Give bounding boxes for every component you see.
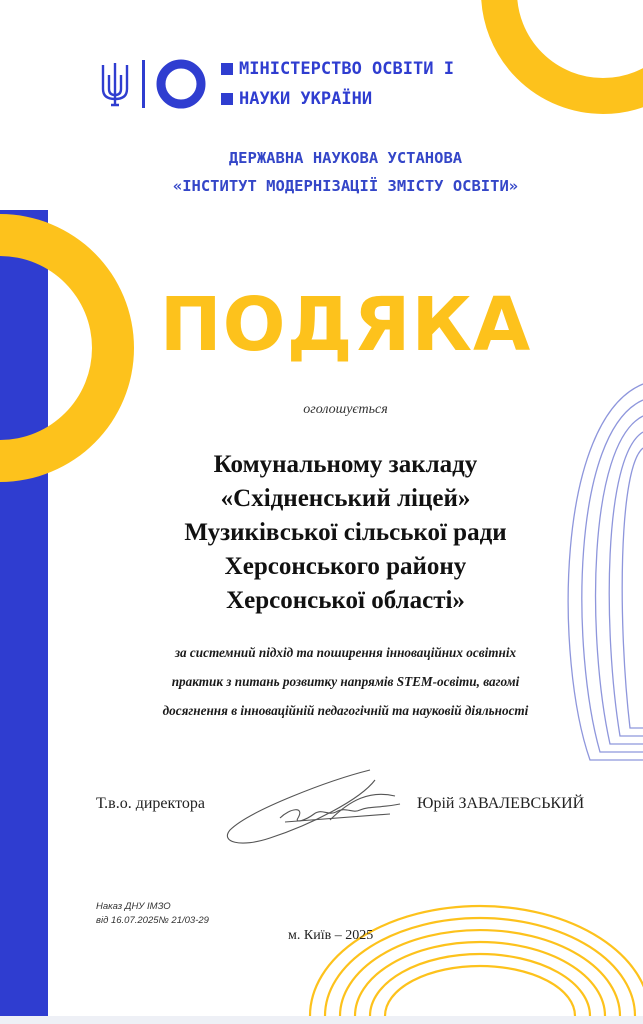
bottom-strip bbox=[0, 1016, 643, 1024]
reason-line: досягнення в інноваційній педагогічній та науковій діяльності bbox=[162, 703, 529, 718]
recipient-name bbox=[48, 448, 643, 618]
signatory-title: Т.в.о. директора bbox=[96, 795, 205, 812]
order-line1: Наказ ДНУ ІМЗО bbox=[96, 901, 171, 912]
ministry-name-line2: НАУКИ УКРАЇНИ bbox=[239, 89, 373, 109]
recipient-line: Комунальному закладу bbox=[213, 451, 478, 478]
trident-icon bbox=[100, 59, 130, 109]
signatory-name: Юрій ЗАВАЛЕВСЬКИЙ bbox=[417, 795, 585, 812]
institute-name bbox=[48, 144, 643, 200]
ministry-name-line1: МІНІСТЕРСТВО ОСВІТИ І bbox=[239, 59, 454, 79]
top-right-yellow-ring bbox=[499, 0, 643, 96]
left-blue-bar bbox=[0, 210, 48, 1016]
recipient-line: Музиківської сільської ради bbox=[184, 519, 507, 546]
certificate-title: ПОДЯКА bbox=[159, 282, 532, 368]
reason-line: практик з питань розвитку напрямів STEM-освіти, вагомі bbox=[171, 674, 520, 689]
square-bullet-icon bbox=[221, 93, 233, 105]
award-reason bbox=[48, 638, 643, 725]
header-separator bbox=[142, 60, 145, 108]
ministry-header bbox=[100, 54, 454, 114]
recipient-line: Херсонської області» bbox=[226, 587, 465, 614]
order-reference bbox=[96, 900, 209, 928]
ministry-name bbox=[221, 54, 454, 114]
recipient-line: Херсонського району bbox=[224, 553, 467, 580]
city-year: м. Київ – 2025 bbox=[288, 928, 374, 943]
institute-name-line2: «ІНСТИТУТ МОДЕРНІЗАЦІЇ ЗМІСТУ ОСВІТИ» bbox=[172, 177, 519, 195]
bottom-yellow-arcs bbox=[310, 906, 643, 1016]
recipient-line: «Східненський ліцей» bbox=[220, 485, 471, 512]
signature-image bbox=[210, 760, 420, 850]
announce-text: оголошується bbox=[303, 402, 388, 417]
reason-line: за системний підхід та поширення інноваційних освітніх bbox=[174, 645, 517, 660]
order-line2: від 16.07.2025№ 21/03-29 bbox=[96, 915, 209, 926]
institute-ring-logo-icon bbox=[155, 58, 207, 110]
institute-name-line1: ДЕРЖАВНА НАУКОВА УСТАНОВА bbox=[228, 149, 463, 167]
square-bullet-icon bbox=[221, 63, 233, 75]
